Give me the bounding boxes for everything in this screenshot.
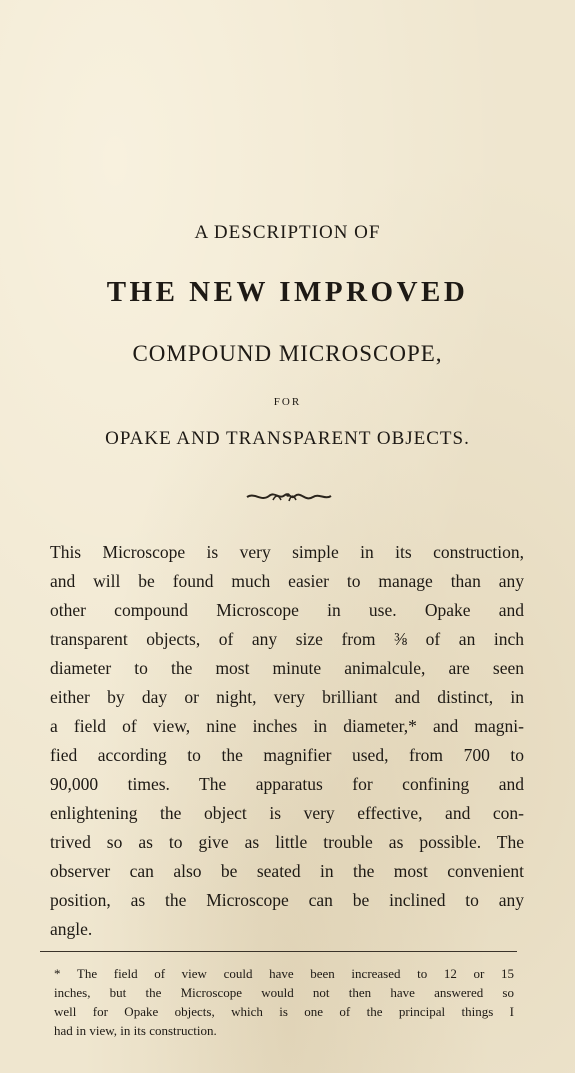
paragraph-line: position, as the Microscope can be inclined to any <box>50 890 524 910</box>
paragraph-line: either by day or night, very brilliant and distinct, in <box>50 687 524 707</box>
paragraph-line: a field of view, nine inches in diameter,* and magni- <box>50 716 524 736</box>
title-line-description: A DESCRIPTION OF <box>194 222 381 243</box>
footnote <box>54 964 514 1040</box>
scroll-ornament-icon <box>243 486 333 508</box>
footnote-line: had in view, in its construction. <box>54 1023 217 1038</box>
footnote-line: inches, but the Microscope would not then have answered so <box>54 985 514 1000</box>
title-line-objects: OPAKE AND TRANSPARENT OBJECTS. <box>105 428 470 449</box>
paragraph-line: other compound Microscope in use. Opake and <box>50 600 524 620</box>
paragraph-line: fied according to the magnifier used, from 700 to <box>50 745 524 765</box>
footnote-divider <box>40 951 517 952</box>
paragraph-line: trived so as to give as little trouble as possible. The <box>50 832 524 852</box>
paragraph-line: angle. <box>50 919 93 939</box>
title-line-compound-microscope: COMPOUND MICROSCOPE, <box>132 341 443 366</box>
title-line-for: FOR <box>273 396 302 408</box>
paragraph-line: observer can also be seated in the most convenient <box>50 861 524 881</box>
description-paragraph <box>50 538 524 944</box>
paragraph-line: 90,000 times. The apparatus for confining and <box>50 774 524 794</box>
title-line-new-improved: THE NEW IMPROVED <box>106 276 469 308</box>
footnote-line: well for Opake objects, which is one of the principal things I <box>54 1004 514 1019</box>
paragraph-line: transparent objects, of any size from ⅜ of an inch <box>50 629 524 649</box>
paragraph-line: and will be found much easier to manage than any <box>50 571 524 591</box>
paragraph-line: This Microscope is very simple in its construction, <box>50 542 524 562</box>
paragraph-line: diameter to the most minute animalcule, are seen <box>50 658 524 678</box>
paragraph-line: enlightening the object is very effective, and con- <box>50 803 524 823</box>
footnote-line: * The field of view could have been increased to 12 or 15 <box>54 966 514 981</box>
